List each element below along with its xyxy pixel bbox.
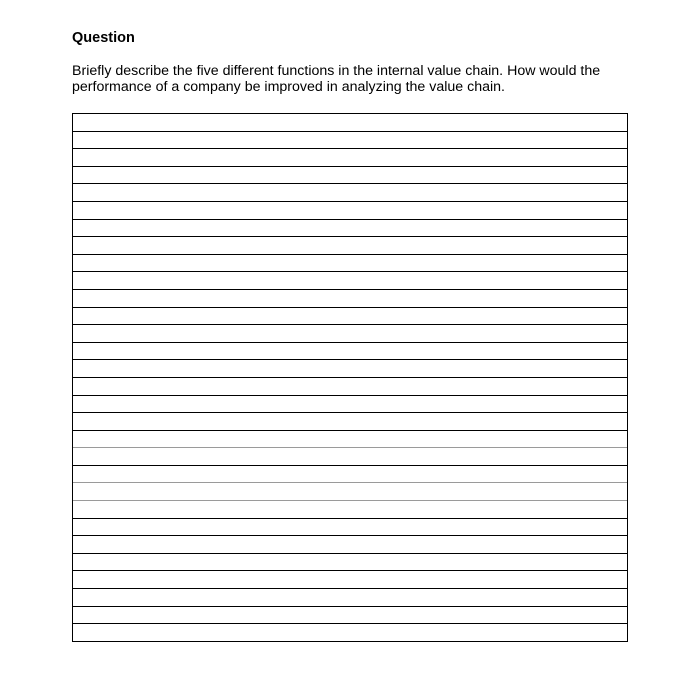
answer-line[interactable]	[73, 431, 627, 449]
answer-line[interactable]	[73, 220, 627, 238]
answer-line[interactable]	[73, 114, 627, 132]
answer-line[interactable]	[73, 589, 627, 607]
answer-line[interactable]	[73, 519, 627, 537]
answer-line[interactable]	[73, 184, 627, 202]
answer-line[interactable]	[73, 325, 627, 343]
answer-line[interactable]	[73, 536, 627, 554]
answer-line[interactable]	[73, 413, 627, 431]
answer-line[interactable]	[73, 396, 627, 414]
answer-line[interactable]	[73, 290, 627, 308]
answer-line[interactable]	[73, 202, 627, 220]
answer-line[interactable]	[73, 132, 627, 150]
question-text: Briefly describe the five different functions in the internal value chain. How would the performance of a company be improved in analyzing the value chain.	[72, 63, 601, 95]
answer-line[interactable]	[73, 167, 627, 185]
answer-line[interactable]	[73, 272, 627, 290]
answer-line[interactable]	[73, 308, 627, 326]
answer-line[interactable]	[73, 149, 627, 167]
answer-line[interactable]	[73, 483, 627, 501]
answer-line[interactable]	[73, 343, 627, 361]
question-heading: Question	[72, 30, 135, 46]
answer-line[interactable]	[73, 571, 627, 589]
answer-line[interactable]	[73, 378, 627, 396]
answer-line[interactable]	[73, 501, 627, 519]
answer-line[interactable]	[73, 360, 627, 378]
answer-line[interactable]	[73, 255, 627, 273]
answer-line[interactable]	[73, 624, 627, 641]
answer-line[interactable]	[73, 466, 627, 484]
answer-line[interactable]	[73, 237, 627, 255]
answer-line[interactable]	[73, 448, 627, 466]
answer-line[interactable]	[73, 554, 627, 572]
answer-line[interactable]	[73, 607, 627, 625]
answer-box[interactable]	[72, 113, 628, 642]
